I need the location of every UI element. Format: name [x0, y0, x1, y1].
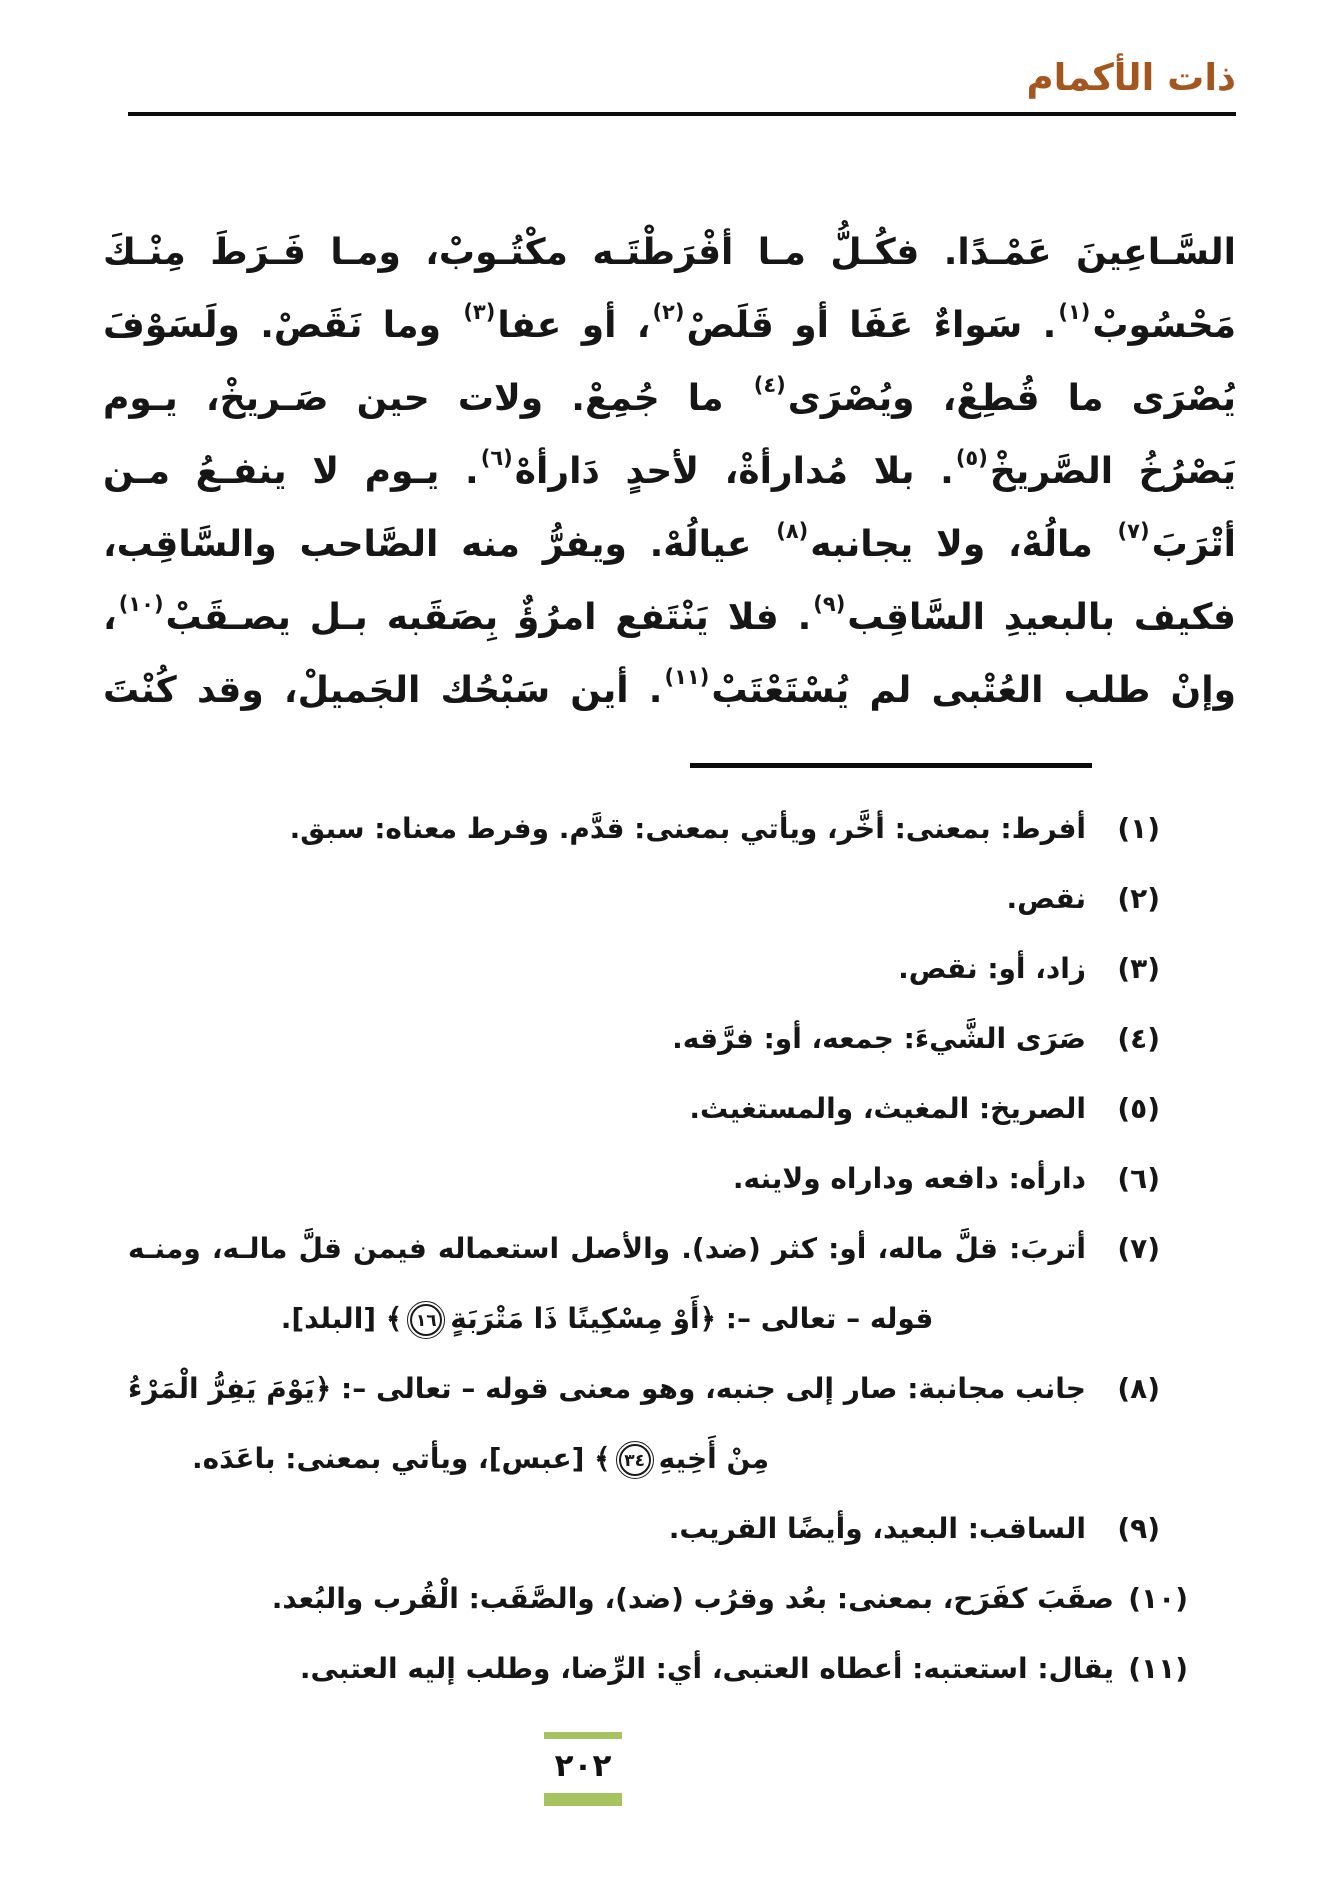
text-segment: أتْرَبَ [1151, 524, 1237, 565]
text-segment: يُصْرَى ما قُطِعْ، ويُصْرَى [787, 378, 1236, 419]
footnote-ref-marker: (١) [1058, 300, 1091, 324]
text-segment: جانب مجانبة: صار إلى جنبه، وهو معنى قوله – تعالى –: [331, 1372, 1086, 1405]
footnote-text [128, 1564, 1114, 1634]
footnote-item [128, 1144, 1160, 1214]
text-segment: عيالُهْ. ويفرُّ منه الصَّاحب والسَّاقِب، [103, 524, 775, 565]
footnotes-block [128, 794, 1188, 1704]
text-segment: قوله – تعالى –: [716, 1302, 934, 1335]
footnote-item [128, 1004, 1160, 1074]
footnote-number: (٦) [1117, 1162, 1160, 1195]
footnote-number: (١) [1117, 812, 1160, 845]
footnote-ref-marker: (٤) [753, 373, 786, 397]
footnote-number: (٩) [1117, 1512, 1160, 1545]
footnote-ref-marker: (١١) [664, 665, 710, 689]
footnote-text [128, 1214, 1086, 1354]
text-segment: ما جُمِعْ. ولات حين صَـريخْ، يـوم [103, 378, 752, 419]
text-segment: وإنْ طلب العُتْبى لم يُسْتَعْتَبْ [711, 670, 1236, 711]
footnote-line [128, 1214, 1086, 1284]
footnote-ref-marker: (١٠) [118, 592, 164, 616]
footer-rule-bottom [544, 1793, 622, 1806]
main-text-block [103, 216, 1236, 727]
text-segment: [عبس]، ويأتي بمعنى: باعَدَه. [192, 1442, 595, 1475]
text-segment: زاد، أو: نقص. [898, 952, 1086, 985]
footnote-number: (٥) [1117, 1092, 1160, 1125]
footnote-line [128, 1424, 1086, 1494]
text-segment: وما نَقَصْ. ولَسَوْفَ [103, 305, 462, 346]
text-segment: ، أو عفا [497, 305, 651, 346]
footnote-text [128, 1494, 1086, 1564]
footnote-line [128, 1564, 1114, 1634]
page-number: ٢٠٢ [554, 1748, 612, 1784]
footnote-line [128, 1354, 1086, 1424]
text-segment: السَّـاعِينَ عَمْـدًا. فكُـلُّ مـا أفْرَطْتَـه مكْتُـوبْ، ومـا فَـرَطَ مِنْـكَ [103, 232, 1236, 273]
ayah-number-medallion: ٣٤ [619, 1444, 651, 1476]
text-segment: [البلد]. [280, 1302, 386, 1335]
footnote-item [128, 934, 1160, 1004]
footnote-line [128, 794, 1086, 864]
footnote-line [128, 934, 1086, 1004]
footnote-number: (٧) [1117, 1232, 1160, 1265]
text-segment: . يـوم لا ينفـعُ مـن [103, 451, 479, 492]
footnote-number: (٣) [1117, 952, 1160, 985]
body-text-line [103, 508, 1236, 581]
text-segment: الساقب: البعيد، وأيضًا القريب. [668, 1512, 1086, 1545]
footnote-ref-marker: (٩) [813, 592, 846, 616]
header-rule [128, 112, 1236, 116]
text-segment: صقَبَ كفَرَح، بمعنى: بعُد وقرُب (ضد)، والصَّقَب: الْقُرب والبُعد. [271, 1582, 1114, 1615]
footnote-separator [690, 763, 1092, 768]
footnote-item [128, 794, 1160, 864]
footnote-line [128, 864, 1086, 934]
footnote-text [128, 1354, 1086, 1494]
footnote-text [128, 1004, 1086, 1074]
quran-quote: مِنْ أَخِيهِ [658, 1442, 770, 1475]
quran-quote: ﴾ [594, 1442, 611, 1475]
text-segment: . سَواءٌ عَفَا أو قَلَصْ [686, 305, 1057, 346]
footnote-line [128, 1494, 1086, 1564]
text-segment: نقص. [1006, 882, 1086, 915]
footnote-ref-marker: (٧) [1117, 519, 1150, 543]
footnote-ref-marker: (٣) [463, 300, 496, 324]
footnote-item [128, 1074, 1160, 1144]
footnote-line [128, 1284, 1086, 1354]
footnote-item [128, 1634, 1188, 1704]
body-text-line [103, 289, 1236, 362]
page-header [0, 50, 1339, 116]
footnote-text [128, 934, 1086, 1004]
footnote-ref-marker: (٢) [652, 300, 685, 324]
text-segment: مَحْسُوبْ [1092, 305, 1236, 346]
text-segment: ، [103, 597, 117, 638]
footnote-text [128, 1144, 1086, 1214]
text-segment: مالُهْ، ولا يجانبه [810, 524, 1116, 565]
text-segment: صَرَى الشَّيءَ: جمعه، أو: فرَّقه. [672, 1022, 1086, 1055]
text-segment: دارأه: دافعه وداراه ولاينه. [732, 1162, 1086, 1195]
quran-quote: ﴿أَوْ مِسْكِينًا ذَا مَتْرَبَةٍ [450, 1302, 717, 1335]
footnote-line [128, 1074, 1086, 1144]
footnote-item [128, 1354, 1160, 1494]
footnote-number: (١١) [1128, 1652, 1188, 1685]
quran-quote: ﴾ [385, 1302, 403, 1335]
footer-rule-top [544, 1732, 622, 1739]
body-text-line [103, 362, 1236, 435]
footnote-number: (٨) [1117, 1372, 1160, 1405]
footnote-line [128, 1634, 1114, 1704]
footnote-item [128, 1214, 1160, 1354]
text-segment: . بلا مُدارأةْ، لأحدٍ دَارأهْ [514, 451, 954, 492]
body-text-line [103, 581, 1236, 654]
text-segment: أتربَ: قلَّ ماله، أو: كثر (ضد). والأصل استعماله فيمن قلَّ مالـه، ومنـه [128, 1232, 1086, 1265]
text-segment: يَصْرُخُ الصَّريخْ [989, 451, 1236, 492]
ayah-number-medallion: ١٦ [410, 1304, 442, 1336]
footnote-line [128, 1144, 1086, 1214]
footnote-ref-marker: (٨) [776, 519, 809, 543]
footnote-text [128, 864, 1086, 934]
body-text-line [103, 216, 1236, 289]
footnote-item [128, 1564, 1188, 1634]
body-text-line [103, 654, 1236, 727]
text-segment: يقال: استعتبه: أعطاه العتبى، أي: الرِّضا، وطلب إليه العتبى. [299, 1652, 1114, 1685]
footnote-number: (١٠) [1128, 1582, 1188, 1615]
footnote-ref-marker: (٦) [480, 446, 513, 470]
footnote-ref-marker: (٥) [955, 446, 988, 470]
quran-quote: ﴿يَوْمَ يَفِرُّ الْمَرْءُ [128, 1372, 332, 1405]
text-segment: أفرط: بمعنى: أخَّر، ويأتي بمعنى: قدَّم. وفرط معناه: سبق. [289, 812, 1086, 845]
footnote-line [128, 1004, 1086, 1074]
footnote-text [128, 794, 1086, 864]
text-segment: . أين سَبْحُك الجَميلْ، وقد كُنْتَ [103, 670, 663, 711]
footnote-number: (٤) [1117, 1022, 1160, 1055]
text-segment: الصريخ: المغيث، والمستغيث. [689, 1092, 1086, 1125]
footnote-text [128, 1634, 1114, 1704]
page-footer [544, 1732, 622, 1806]
body-text-line [103, 435, 1236, 508]
footnote-item [128, 864, 1160, 934]
text-segment: . فلا يَنْتَفع امرُؤٌ بِصَقَبه بـل يصـقَبْ [165, 597, 812, 638]
footnote-text [128, 1074, 1086, 1144]
running-head-title: ذات الأكمام [1026, 56, 1236, 99]
footnote-number: (٢) [1117, 882, 1160, 915]
footnote-item [128, 1494, 1160, 1564]
text-segment: فكيف بالبعيدِ السَّاقِب [847, 597, 1236, 638]
